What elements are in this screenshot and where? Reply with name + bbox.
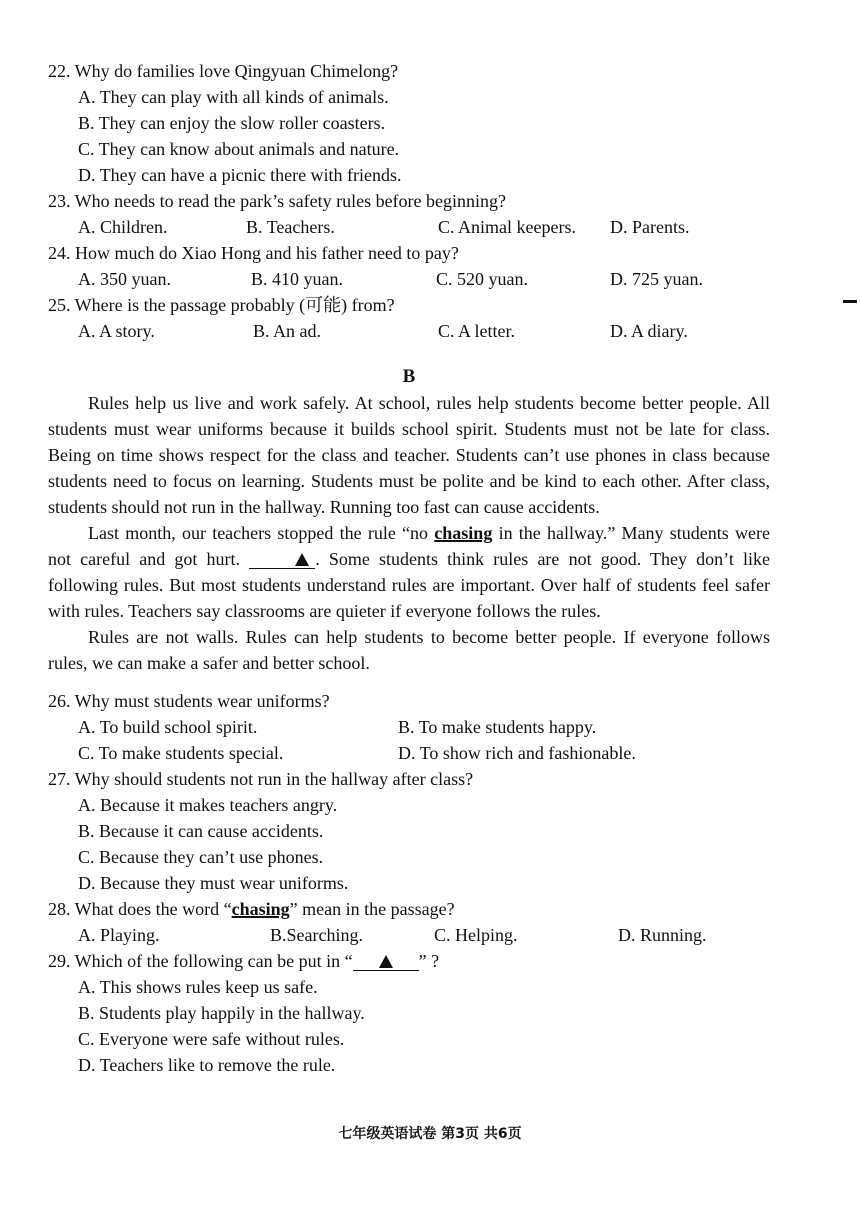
question-stem: 23. Who needs to read the park’s safety rules before beginning? (48, 191, 507, 211)
option-a: A. To build school spirit. (78, 717, 258, 737)
page-footer: 七年级英语试卷 第3页 共6页 (338, 1126, 522, 1142)
option-c: C. Helping. (434, 925, 518, 945)
option-c: C. To make students special. (78, 743, 284, 763)
option-c: C. They can know about animals and nature. (78, 139, 400, 159)
option-b: B. Students play happily in the hallway. (78, 1003, 365, 1023)
option-a: A. Playing. (78, 925, 160, 945)
question-stem: 22. Why do families love Qingyuan Chimelong? (48, 61, 399, 81)
triangle-icon (295, 553, 309, 566)
option-d: D. 725 yuan. (610, 269, 703, 289)
margin-dash (843, 300, 857, 303)
option-d: D. Teachers like to remove the rule. (78, 1055, 336, 1075)
option-a: A. A story. (78, 321, 155, 341)
exam-page (48, 58, 770, 1078)
option-c: C. 520 yuan. (436, 269, 528, 289)
question-27 (48, 766, 770, 896)
question-stem: 24. How much do Xiao Hong and his father need to pay? (48, 243, 459, 263)
keyword: chasing (434, 523, 493, 543)
triangle-icon (379, 955, 393, 968)
option-b: B. 410 yuan. (251, 269, 343, 289)
option-a: A. This shows rules keep us safe. (78, 977, 318, 997)
option-b: B.Searching. (270, 925, 363, 945)
question-stem: 25. Where is the passage probably (可能) from? (48, 295, 395, 315)
option-c: C. Because they can’t use phones. (78, 847, 324, 867)
option-b: B. They can enjoy the slow roller coasters. (78, 113, 386, 133)
question-stem: 26. Why must students wear uniforms? (48, 691, 330, 711)
option-d: D. They can have a picnic there with friends. (78, 165, 402, 185)
option-d: D. A diary. (610, 321, 688, 341)
reading-passage (48, 390, 770, 676)
option-a: A. Children. (78, 217, 168, 237)
question-26 (48, 688, 770, 766)
section-title: B (402, 366, 416, 387)
option-d: D. Because they must wear uniforms. (78, 873, 349, 893)
question-23 (48, 188, 770, 240)
option-a: A. Because it makes teachers angry. (78, 795, 338, 815)
option-b: B. An ad. (253, 321, 322, 341)
option-c: C. Everyone were safe without rules. (78, 1029, 345, 1049)
question-stem: 28. What does the word “chasing” mean in the passage? (48, 899, 455, 919)
question-stem: 27. Why should students not run in the hallway after class? (48, 769, 474, 789)
passage-paragraph: Last month, our teachers stopped the rule “no chasing in the hallway.” Many students were not careful and got hurt. . Some students think rules are not good. They don’t like following rules. But most students understand rules are important. Over half of students feel safer with rules. Teachers say classrooms are quieter if everyone follows the rules. (48, 523, 770, 621)
option-b: B. Teachers. (246, 217, 335, 237)
question-28 (48, 896, 770, 948)
question-25 (48, 292, 770, 344)
option-a: A. They can play with all kinds of animals. (78, 87, 389, 107)
question-29 (48, 948, 770, 1078)
option-d: D. Parents. (610, 217, 690, 237)
answer-blank (249, 550, 315, 569)
option-d: D. Running. (618, 925, 707, 945)
option-c: C. Animal keepers. (438, 217, 576, 237)
passage-paragraph: Rules are not walls. Rules can help students to become better people. If everyone follows rules, we can make a safer and better school. (48, 627, 770, 673)
question-stem: 29. Which of the following can be put in “ ” ? (48, 951, 440, 971)
question-24 (48, 240, 770, 292)
option-c: C. A letter. (438, 321, 516, 341)
keyword: chasing (231, 899, 290, 919)
option-a: A. 350 yuan. (78, 269, 171, 289)
question-22 (48, 58, 770, 188)
answer-blank (353, 952, 419, 971)
passage-paragraph: Rules help us live and work safely. At school, rules help students become better people. All students must wear uniforms because it builds school spirit. Students must not be late for class. Being on time shows respect for the class and teacher. Students can’t use phones in class because students need to focus on learning. Students must be polite and be kind to each other. After class, students should not run in the hallway. Running too fast can cause accidents. (48, 393, 770, 517)
option-d: D. To show rich and fashionable. (398, 743, 636, 763)
option-b: B. To make students happy. (398, 717, 597, 737)
option-b: B. Because it can cause accidents. (78, 821, 324, 841)
